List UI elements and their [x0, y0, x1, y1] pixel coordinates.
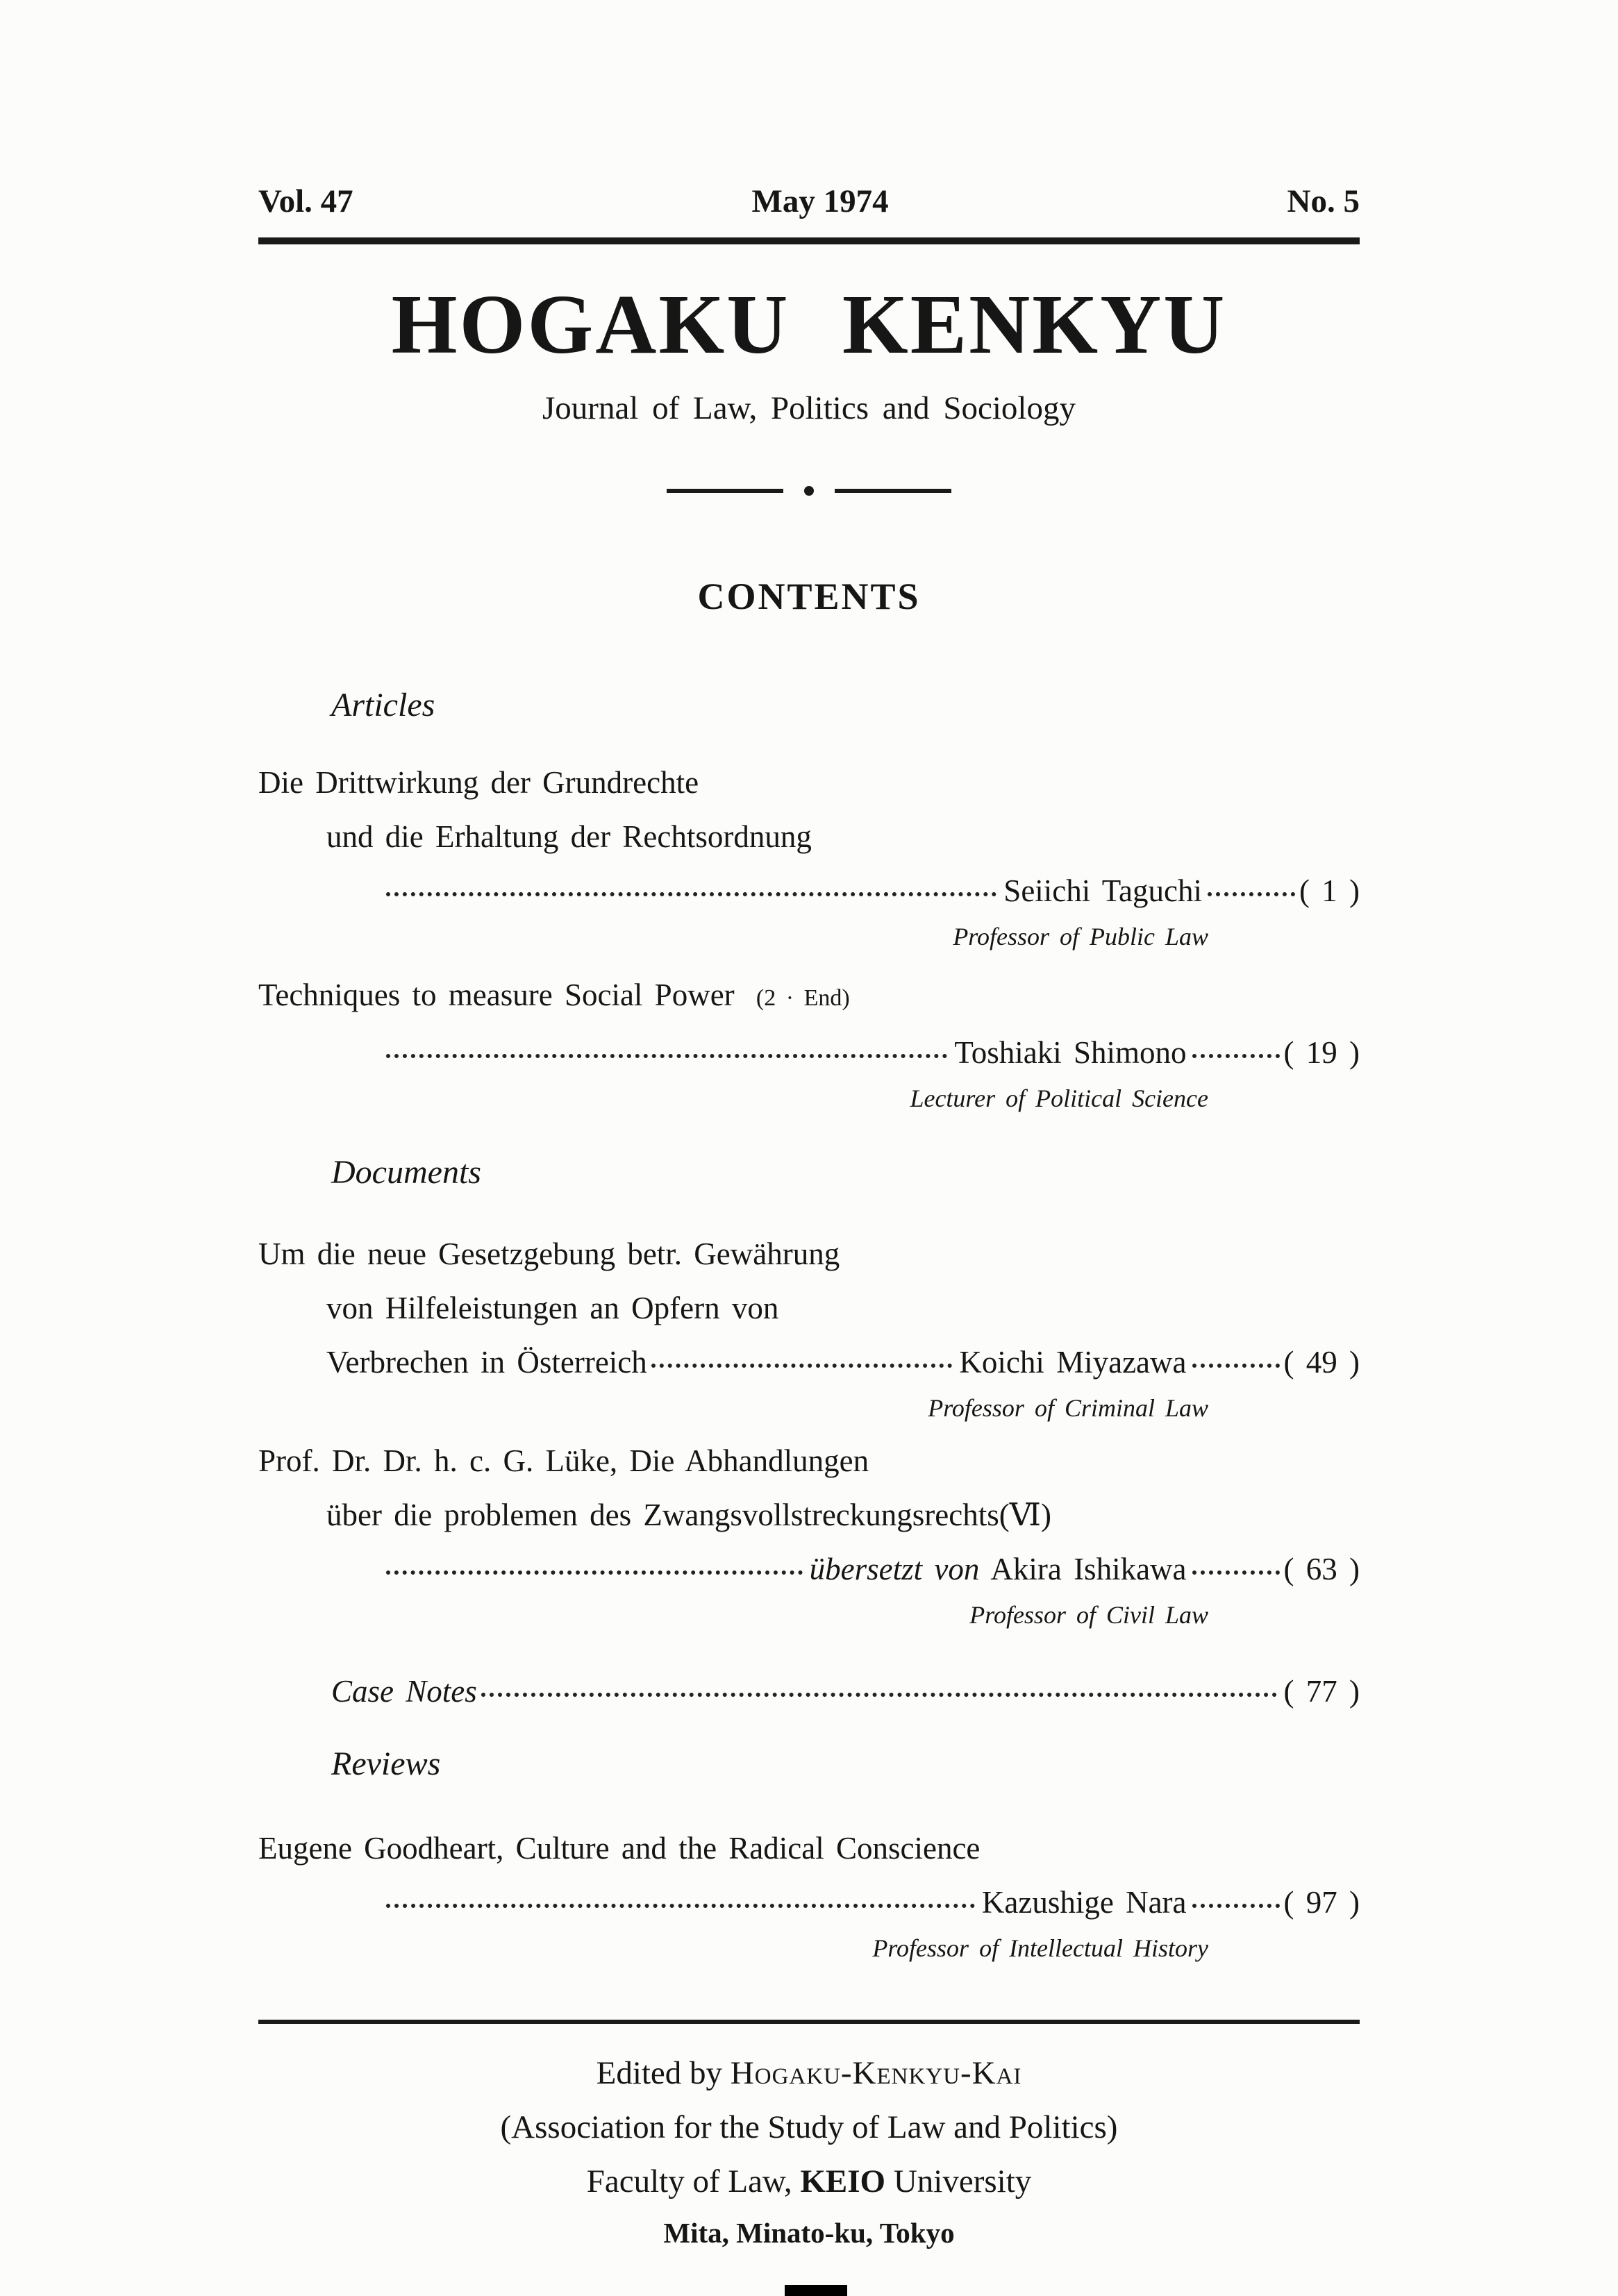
- journal-title: HOGAKU KENKYU: [391, 278, 1227, 371]
- translator-prefix: übersetzt von: [809, 1552, 980, 1586]
- entry-author-row: [258, 1664, 1360, 1718]
- dot-leader: [1192, 1904, 1280, 1908]
- entry-author-row: [258, 864, 1360, 918]
- entry-title-line: Die Drittwirkung der Grundrechte: [258, 765, 699, 800]
- contents-heading: CONTENTS: [697, 576, 921, 617]
- divider-bar-left: [667, 489, 783, 493]
- dot-leader: [1208, 892, 1295, 896]
- entry-title-note: (2 · End): [756, 985, 850, 1011]
- entry-author-row: [258, 1025, 1360, 1080]
- page-number: ( 1 ): [1299, 873, 1360, 908]
- dot-leader: [386, 892, 996, 896]
- dot-leader: [386, 1054, 947, 1058]
- divider-dot: [804, 486, 814, 496]
- association-line: (Association for the Study of Law and Politics): [500, 2109, 1118, 2145]
- entry-title-line: [258, 968, 1360, 1025]
- faculty-suffix: University: [893, 2163, 1032, 2199]
- journal-subtitle: Journal of Law, Politics and Sociology: [542, 390, 1076, 426]
- journal-header: [258, 182, 1360, 221]
- edited-by-line: [258, 2046, 1360, 2100]
- section-heading-articles: Articles: [331, 687, 435, 723]
- issue-number-label: No. 5: [1287, 183, 1360, 219]
- author-name: Kazushige Nara: [981, 1885, 1187, 1920]
- toc-entry-lueke: [258, 1434, 1360, 1634]
- section-heading-reviews: Reviews: [331, 1745, 441, 1782]
- author-affiliation: Professor of Intellectual History: [872, 1934, 1208, 1962]
- author-name: Seiichi Taguchi: [1003, 873, 1203, 908]
- entry-title-line: und die Erhaltung der Rechtsordnung: [326, 819, 812, 854]
- entry-title-text: Verbrechen in Österreich: [326, 1345, 647, 1380]
- entry-title-text: Techniques to measure Social Power: [258, 978, 735, 1012]
- university-name: KEIO: [800, 2163, 886, 2199]
- toc-entry-nara: [258, 1821, 1360, 1967]
- entry-author-row: [258, 1542, 1360, 1596]
- dot-leader: [1192, 1570, 1280, 1575]
- entry-title-line: Eugene Goodheart, Culture and the Radical Conscience: [258, 1831, 981, 1866]
- scan-artifact: [785, 2285, 847, 2296]
- entry-title-line: Prof. Dr. Dr. h. c. G. Lüke, Die Abhandlungen: [258, 1443, 869, 1478]
- author-name: Koichi Miyazawa: [959, 1345, 1187, 1380]
- dot-leader: [386, 1904, 975, 1908]
- association-name: Hogaku-Kenkyu-Kai: [730, 2055, 1022, 2091]
- case-notes-label: Case Notes: [331, 1674, 477, 1709]
- section-heading-documents: Documents: [331, 1154, 481, 1191]
- page-number: ( 49 ): [1283, 1345, 1360, 1380]
- toc-entry-shimono: [258, 968, 1360, 1117]
- author-affiliation: Professor of Public Law: [953, 923, 1208, 950]
- author-affiliation: Professor of Civil Law: [969, 1601, 1208, 1629]
- author-affiliation: Professor of Criminal Law: [928, 1394, 1208, 1422]
- header-rule: [258, 237, 1360, 244]
- page-number: ( 19 ): [1283, 1035, 1360, 1070]
- address-line: Mita, Minato-ku, Tokyo: [663, 2217, 955, 2249]
- entry-title-line: Um die neue Gesetzgebung betr. Gewährung: [258, 1237, 840, 1271]
- toc-entry-miyazawa: [258, 1227, 1360, 1427]
- dot-leader: [386, 1570, 803, 1575]
- dot-leader: [1192, 1054, 1280, 1058]
- author-affiliation: Lecturer of Political Science: [910, 1084, 1208, 1112]
- entry-title-line: von Hilfeleistungen an Opfern von: [326, 1291, 779, 1325]
- faculty-line: [258, 2154, 1360, 2209]
- dot-leader: [1192, 1364, 1280, 1368]
- imprint-footer: [258, 2046, 1360, 2257]
- page-number: ( 77 ): [1283, 1674, 1360, 1709]
- author-name: Akira Ishikawa: [990, 1552, 1187, 1586]
- entry-author-row: [258, 1875, 1360, 1929]
- ornament-divider: [258, 486, 1360, 496]
- page-number: ( 63 ): [1283, 1552, 1360, 1586]
- toc-entry-case-notes: [258, 1664, 1360, 1718]
- divider-bar-right: [835, 489, 951, 493]
- entry-author-row: [258, 1335, 1360, 1389]
- edited-by-prefix: Edited by: [596, 2055, 723, 2091]
- page-number: ( 97 ): [1283, 1885, 1360, 1920]
- faculty-prefix: Faculty of Law,: [586, 2163, 792, 2199]
- dot-leader: [481, 1693, 1277, 1697]
- date-label: May 1974: [751, 183, 889, 219]
- entry-title-line: über die problemen des Zwangsvollstreckungsrechts(Ⅵ): [326, 1498, 1051, 1532]
- author-name: Toshiaki Shimono: [954, 1035, 1187, 1070]
- footer-rule: [258, 2020, 1360, 2024]
- toc-entry-taguchi: [258, 755, 1360, 955]
- dot-leader: [651, 1364, 953, 1368]
- volume-label: Vol. 47: [258, 183, 353, 219]
